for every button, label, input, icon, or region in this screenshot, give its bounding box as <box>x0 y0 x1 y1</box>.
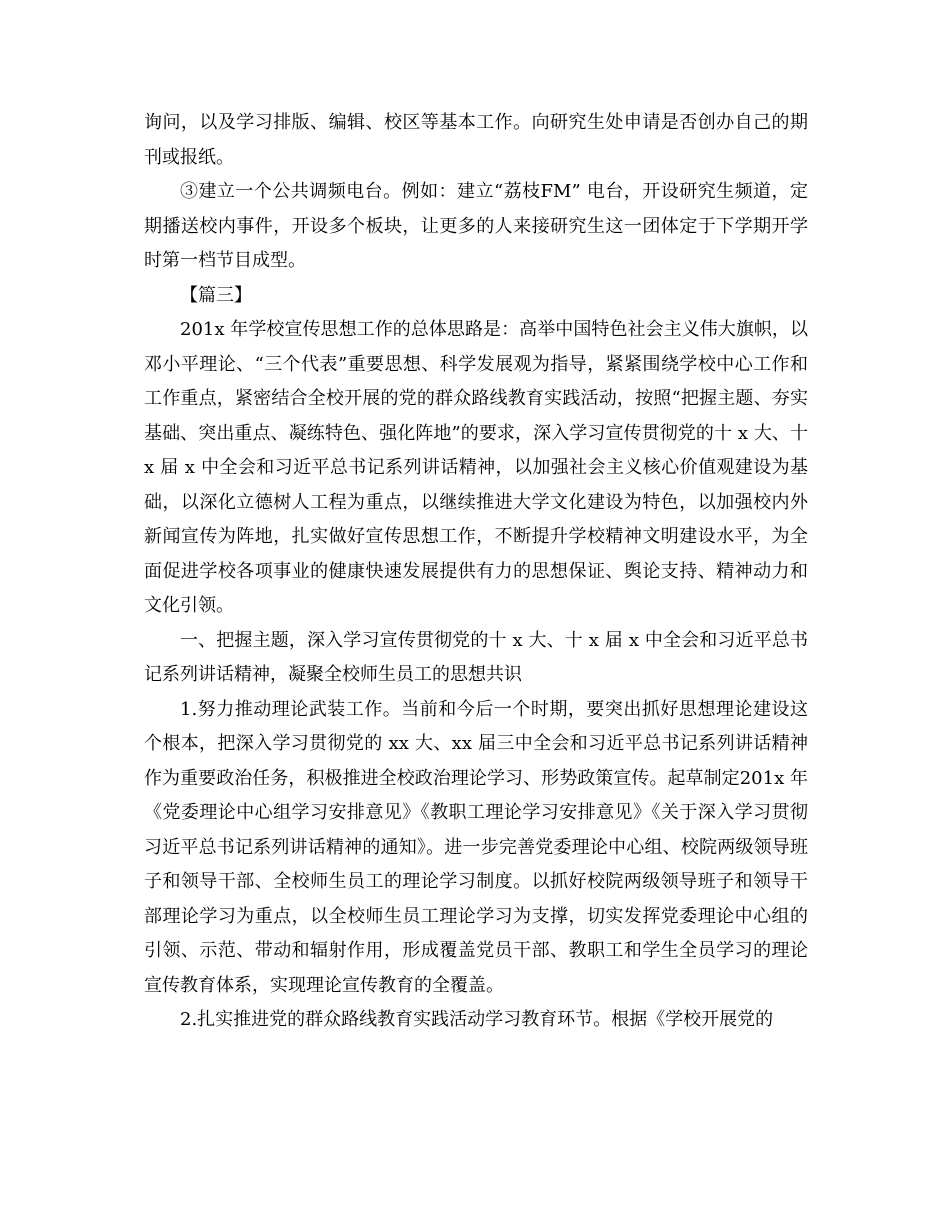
document-body <box>144 106 808 1038</box>
section-heading: 【篇三】 <box>180 284 252 306</box>
paragraph-4: 一、把握主题，深入学习宣传贯彻党的十 x 大、十 x 届 x 中全会和习近平总书记系列讲话精神，凝聚全校师生员工的思想共识 <box>144 629 808 685</box>
paragraph-5: 1.努力推动理论武装工作。当前和今后一个时期，要突出抓好思想理论建设这个根本，把深入学习贯彻党的 xx 大、xx 届三中全会和习近平总书记系列讲话精神作为重要政治任务，积极推进全校政治理论学习、形势政策宣传。起草制定201x 年《党委理论中心组学习安排意见》《教职工理论学习安排意见》《关于深入学习贯彻习近平总书记系列讲话精神的通知》。进一步完善党委理论中心组、校院两级领导班子和领导干部、全校师生员工的理论学习制度。以抓好校院两级领导班子和领导干部理论学习为重点，以全校师生员工理论学习为支撑，切实发挥党委理论中心组的引领、示范、带动和辐射作用，形成覆盖党员干部、教职工和学生全员学习的理论宣传教育体系，实现理论宣传教育的全覆盖。 <box>144 698 808 996</box>
paragraph-2: ③建立一个公共调频电台。例如：建立“荔枝FM” 电台，开设研究生频道，定期播送校内事件，开设多个板块，让更多的人来接研究生这一团体定于下学期开学时第一档节目成型。 <box>144 181 808 271</box>
paragraph-1: 询问，以及学习排版、编辑、校区等基本工作。向研究生处申请是否创办自己的期刊或报纸。 <box>144 112 808 168</box>
paragraph-6: 2.扎实推进党的群众路线教育实践活动学习教育环节。根据《学校开展党的 <box>180 1009 774 1030</box>
paragraph-3: 201x 年学校宣传思想工作的总体思路是：高举中国特色社会主义伟大旗帜，以邓小平理论、“三个代表”重要思想、科学发展观为指导，紧紧围绕学校中心工作和工作重点，紧密结合全校开展的党的群众路线教育实践活动，按照“把握主题、夯实基础、突出重点、凝练特色、强化阵地”的要求，深入学习宣传贯彻党的十 x 大、十 x 届 x 中全会和习近平总书记系列讲话精神，以加强社会主义核心价值观建设为基础，以深化立德树人工程为重点，以继续推进大学文化建设为特色，以加强校内外新闻宣传为阵地，扎实做好宣传思想工作，不断提升学校精神文明建设水平，为全面促进学校各项事业的健康快速发展提供有力的思想保证、舆论支持、精神动力和文化引领。 <box>144 319 808 616</box>
